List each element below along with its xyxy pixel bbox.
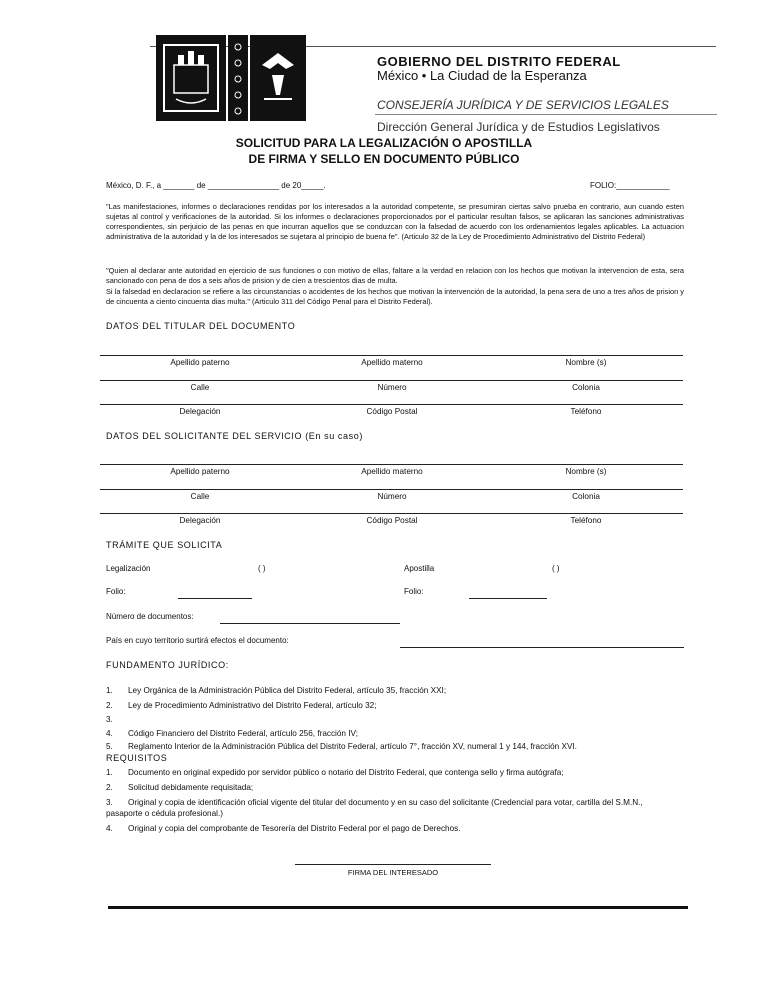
titular-telefono: Teléfono — [570, 407, 602, 416]
solicitante-codigo-postal: Código Postal — [366, 516, 418, 525]
solicitante-line-3[interactable] — [100, 513, 683, 514]
solicitante-colonia: Colonia — [572, 492, 600, 501]
titular-delegacion: Delegación — [179, 407, 221, 416]
titular-line-1[interactable] — [100, 355, 683, 356]
titular-apellido-materno: Apellido materno — [361, 358, 423, 367]
legal-notice-2b: Si la falsedad en declaracion se refiere a las circunstancias o accidentes de los hechos que motivan la intervención de la autoridad, la pena sera de uno a tres años de prision y de cincuenta a ciento cincuenta dias multa." (Articulo 311 del Código Penal para el Distrito Federal). — [106, 287, 684, 306]
solicitante-numero: Número — [377, 492, 407, 501]
tramite-heading: TRÁMITE QUE SOLICITA — [106, 540, 223, 550]
requisito-item: 3. Original y copia de identificación oficial vigente del titular del documento y en su caso del solicitante (Credencial para votar, cartilla del S.M.N., pasaporte o cédula profesional.) — [106, 798, 643, 818]
fundamento-item: 5. Reglamento Interior de la Administración Pública del Distrito Federal, artículo 7°, fracción XV, numeral 1 y 144, fracción XVI. — [106, 742, 577, 751]
date-line[interactable]: México, D. F., a _______ de ________________ de 20_____. — [106, 181, 326, 190]
requisito-item: 2. Solicitud debidamente requisitada; — [106, 783, 254, 792]
titular-codigo-postal: Código Postal — [366, 407, 418, 416]
signature-line[interactable] — [295, 864, 491, 865]
fundamento-item: 2. Ley de Procedimiento Administrativo del Distrito Federal, artículo 32; — [106, 701, 377, 710]
folio-legalizacion-field[interactable] — [178, 598, 252, 599]
city-coat-of-arms-logo — [156, 35, 226, 121]
government-motto: México • La Ciudad de la Esperanza — [377, 68, 587, 83]
folio-line[interactable]: FOLIO:____________ — [590, 181, 670, 190]
titular-apellido-paterno: Apellido paterno — [170, 358, 230, 367]
folio-apostilla-label: Folio: — [404, 587, 424, 596]
legalizacion-label: Legalización — [106, 564, 151, 573]
pais-label: País en cuyo territorio surtirá efectos el documento: — [106, 636, 289, 645]
signature-label: FIRMA DEL INTERESADO — [347, 868, 439, 877]
folio-apostilla-field[interactable] — [469, 598, 547, 599]
solicitante-delegacion: Delegación — [179, 516, 221, 525]
decorative-strip-logo — [228, 35, 248, 121]
titular-nombre: Nombre (s) — [565, 358, 607, 367]
header-separator — [375, 114, 717, 115]
fundamento-heading: FUNDAMENTO JURÍDICO: — [106, 660, 229, 670]
pais-field[interactable] — [400, 647, 684, 648]
requisitos-heading: REQUISITOS — [106, 753, 168, 763]
titular-line-2[interactable] — [100, 380, 683, 381]
solicitante-apellido-paterno: Apellido paterno — [170, 467, 230, 476]
legal-notice-1: "Las manifestaciones, informes o declaraciones rendidas por los interesados a la autoridad competente, se presumiran ciertas salvo prueba en contrario, aun cuando esten sujetas al control y verificaciones de la autoridad. Si los informes o declaraciones proporcionados por el particular resultan falsos, se aplicaran las sanciones administrativas correspondientes, sin perjuicio de las penas en que incurran aquellos que se conduzcan con la falsedad de acuerdo con los ordenamientos legales aplicables. La actuacion administrativa de la autoridad y la de los interesados se sujetara al principio de buena fe". (Articulo 32 de la Ley de Procedimiento Administrativo del Distrito Federal) — [106, 202, 684, 241]
fundamento-item: 3. — [106, 715, 113, 724]
fundamento-item: 4. Código Financiero del Distrito Federal, artículo 256, fracción IV; — [106, 729, 358, 738]
apostilla-checkbox[interactable]: ( ) — [552, 564, 560, 573]
consejeria-name: CONSEJERÍA JURÍDICA Y DE SERVICIOS LEGALES — [377, 98, 669, 112]
legal-notice-2a: "Quien al declarar ante autoridad en ejercicio de sus funciones o con motivo de ellas, faltare a la verdad en relacion con los hechos que motivan la intervencion de esta, sera sancionado con pena de dos a seis años de prision y de cien a trescientos dias de multa. — [106, 266, 684, 285]
solicitante-telefono: Teléfono — [570, 516, 602, 525]
solicitante-line-2[interactable] — [100, 489, 683, 490]
solicitante-heading: DATOS DEL SOLICITANTE DEL SERVICIO (En su caso) — [106, 431, 363, 441]
footer-bar — [108, 906, 688, 909]
solicitante-nombre: Nombre (s) — [565, 467, 607, 476]
titular-line-3[interactable] — [100, 404, 683, 405]
requisito-item: 1. Documento en original expedido por servidor público o notario del Distrito Federal, que contenga sello y firma autógrafa; — [106, 768, 564, 777]
solicitante-line-1[interactable] — [100, 464, 683, 465]
apostilla-label: Apostilla — [404, 564, 435, 573]
folio-legalizacion-label: Folio: — [106, 587, 126, 596]
direccion-name: Dirección General Jurídica y de Estudios Legislativos — [377, 120, 660, 134]
eagle-emblem-logo — [250, 35, 306, 121]
legalizacion-checkbox[interactable]: ( ) — [258, 564, 266, 573]
num-docs-field[interactable] — [220, 623, 400, 624]
titular-colonia: Colonia — [572, 383, 600, 392]
fundamento-item: 1. Ley Orgánica de la Administración Pública del Distrito Federal, artículo 35, fracción XXI; — [106, 686, 447, 695]
titular-numero: Número — [377, 383, 407, 392]
government-name: GOBIERNO DEL DISTRITO FEDERAL — [377, 54, 621, 69]
form-title-line1: SOLICITUD PARA LA LEGALIZACIÓN O APOSTILLA — [235, 136, 533, 150]
requisito-item: 4. Original y copia del comprobante de Tesorería del Distrito Federal por el pago de Derechos. — [106, 824, 461, 833]
solicitante-apellido-materno: Apellido materno — [361, 467, 423, 476]
form-title-line2: DE FIRMA Y SELLO EN DOCUMENTO PÚBLICO — [248, 152, 520, 166]
titular-heading: DATOS DEL TITULAR DEL DOCUMENTO — [106, 321, 296, 331]
titular-calle: Calle — [190, 383, 210, 392]
num-docs-label: Número de documentos: — [106, 612, 194, 621]
solicitante-calle: Calle — [190, 492, 210, 501]
